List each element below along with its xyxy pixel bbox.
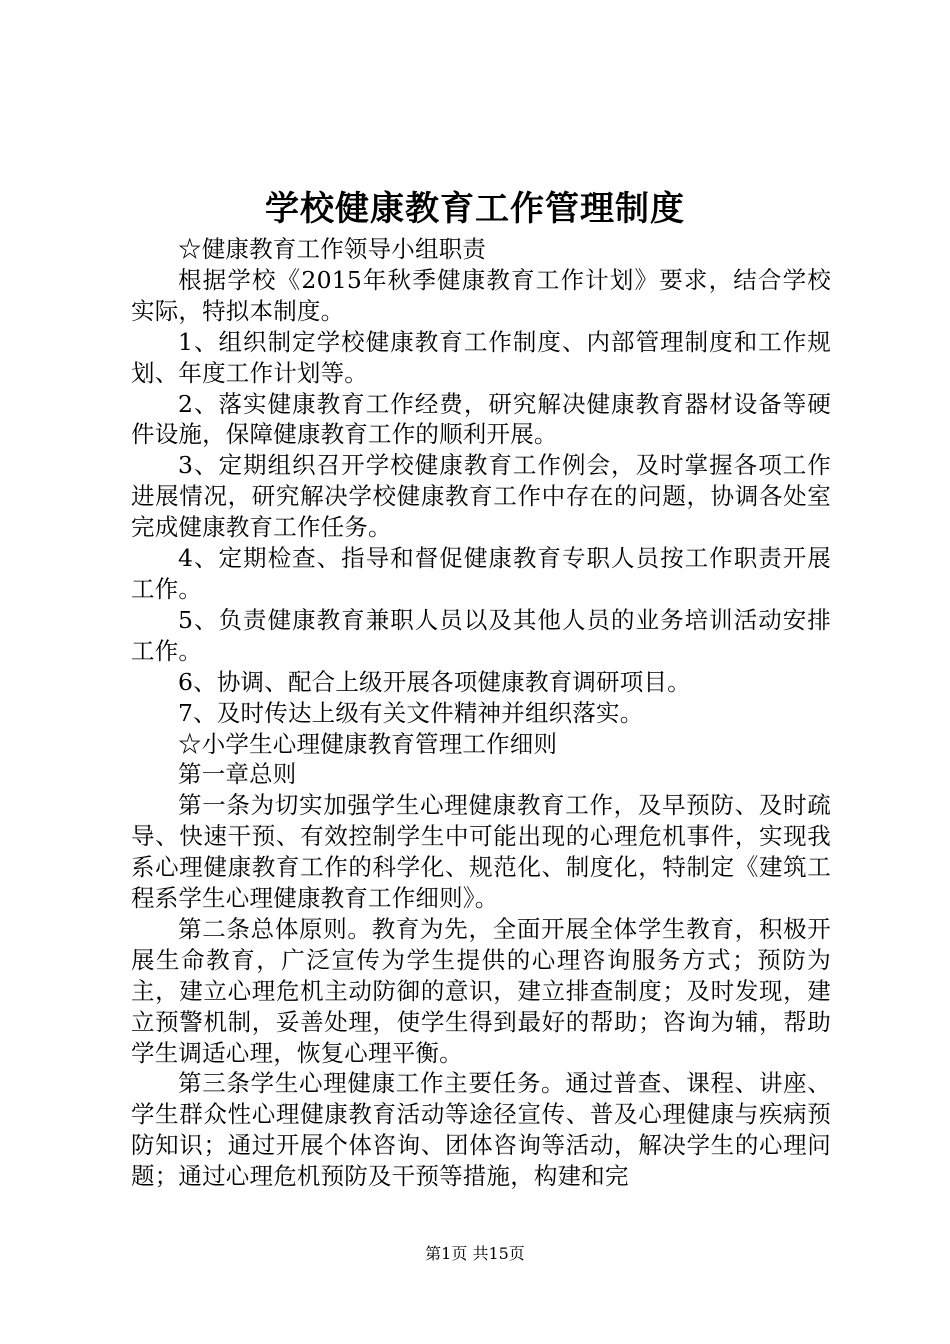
page-title: 学校健康教育工作管理制度	[265, 189, 685, 229]
paragraph-item-6: 6、协调、配合上级开展各项健康教育调研项目。	[178, 667, 691, 696]
paragraph-chapter-heading: 第一章总则	[178, 760, 297, 789]
document-body	[131, 234, 831, 1192]
paragraph-item-4: 4、定期检查、指导和督促健康教育专职人员按工作职责开展工作。	[131, 544, 831, 603]
paragraph-article-3: 第三条学生心理健康工作主要任务。通过普查、课程、讲座、学生群众性心理健康教育活动等途径宣传、普及心理健康与疾病预防知识；通过开展个体咨询、团体咨询等活动，解决学生的心理问题；通过心理危机预防及干预等措施，构建和完	[131, 1069, 831, 1191]
paragraph-item-7: 7、及时传达上级有关文件精神并组织落实。	[178, 698, 644, 727]
paragraph-item-2: 2、落实健康教育工作经费，研究解决健康教育器材设备等硬件设施，保障健康教育工作的顺利开展。	[131, 389, 831, 449]
paragraph-item-1: 1、组织制定学校健康教育工作制度、内部管理制度和工作规划、年度工作计划等。	[131, 327, 831, 387]
paragraph-intro: 根据学校《2015年秋季健康教育工作计划》要求，结合学校实际，特拟本制度。	[131, 265, 831, 325]
paragraph-section-heading-2: ☆小学生心理健康教育管理工作细则	[178, 729, 558, 758]
paragraph-article-2: 第二条总体原则。教育为先，全面开展全体学生教育，积极开展生命教育，广泛宣传为学生提供的心理咨询服务方式；预防为主，建立心理危机主动防御的意识，建立排查制度；及时发现，建立预警机制，妥善处理，使学生得到最好的帮助；咨询为辅，帮助学生调适心理，恢复心理平衡。	[131, 914, 831, 1067]
page-footer: 第1页 共15页	[425, 1244, 525, 1263]
paragraph-article-1: 第一条为切实加强学生心理健康教育工作，及早预防、及时疏导、快速干预、有效控制学生中可能出现的心理危机事件，实现我系心理健康教育工作的科学化、规范化、制度化，特制定《建筑工程系学生心理健康教育工作细则》。	[131, 791, 831, 913]
paragraph-item-3: 3、定期组织召开学校健康教育工作例会，及时掌握各项工作进展情况，研究解决学校健康教育工作中存在的问题，协调各处室完成健康教育工作任务。	[131, 451, 831, 542]
paragraph-section-heading-1: ☆健康教育工作领导小组职责	[178, 235, 487, 263]
paragraph-item-5: 5、负责健康教育兼职人员以及其他人员的业务培训活动安排工作。	[131, 605, 831, 665]
